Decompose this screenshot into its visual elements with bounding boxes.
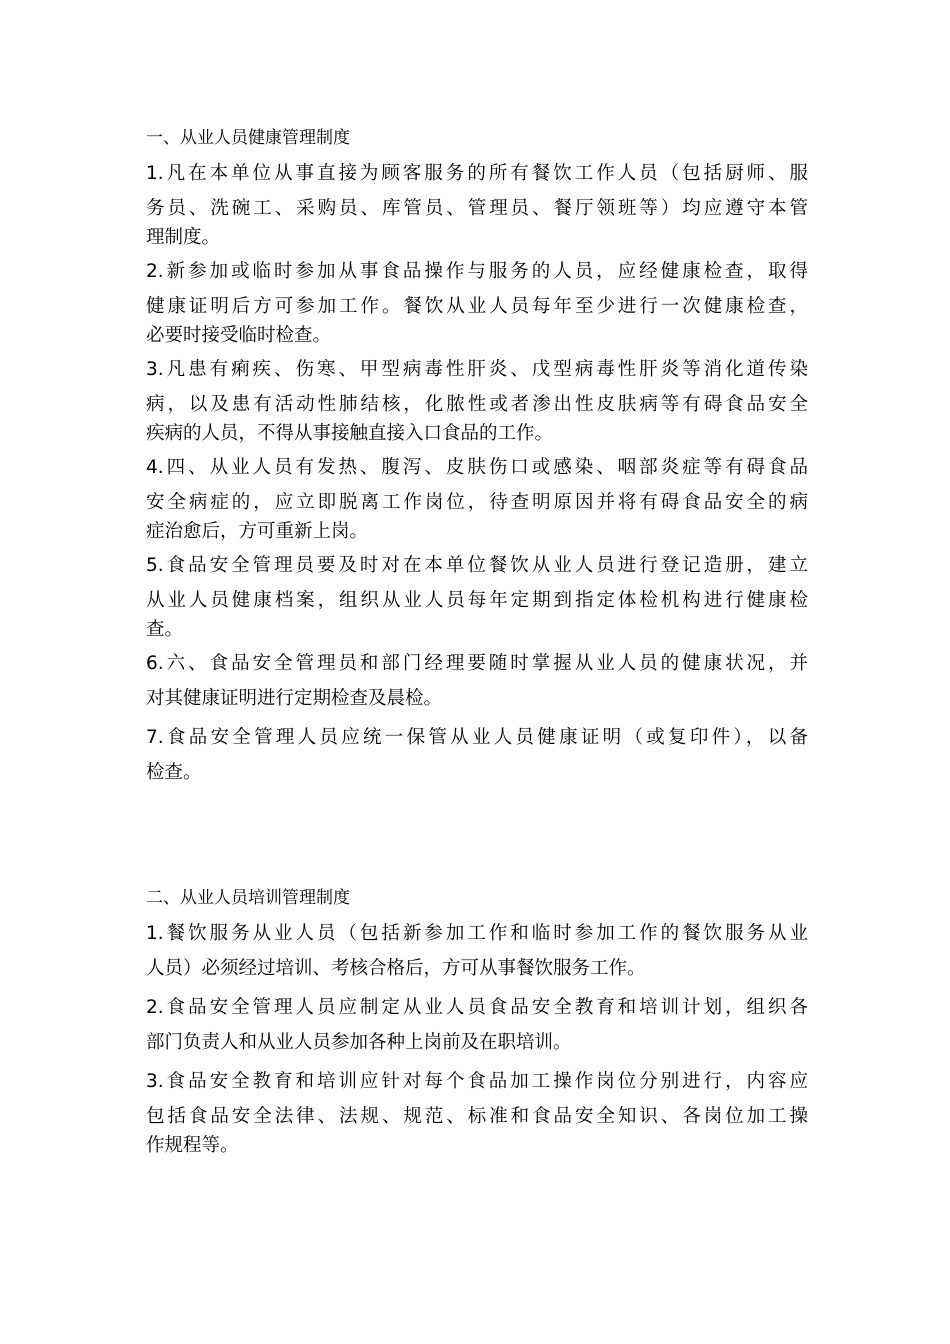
paragraph-line: 理制度。: [146, 227, 221, 248]
section-heading: 二、从业人员培训管理制度: [146, 888, 350, 908]
paragraph-line: 5.食品安全管理员要及时对在本单位餐饮从业人员进行登记造册，建立: [146, 555, 808, 576]
paragraph: [146, 646, 808, 716]
paragraph: [146, 1064, 808, 1158]
paragraph-line: 务员、洗碗工、采购员、库管员、管理员、餐厅领班等）均应遵守本管: [146, 198, 808, 219]
paragraph-line: 7.食品安全管理人员应统一保管从业人员健康证明（或复印件），以备: [146, 727, 808, 748]
paragraph-line: 作规程等。: [146, 1135, 239, 1156]
section-gap: [146, 794, 808, 882]
paragraph-line: 2.食品安全管理人员应制定从业人员食品安全教育和培训计划，组织各: [146, 997, 808, 1018]
paragraph: [146, 990, 808, 1060]
paragraph-line: 6.六、食品安全管理员和部门经理要随时掌握从业人员的健康状况，并: [146, 653, 808, 674]
paragraph: [146, 156, 808, 250]
paragraph-line: 包括食品安全法律、法规、规范、标准和食品安全知识、各岗位加工操: [146, 1106, 808, 1127]
paragraph-line: 对其健康证明进行定期检查及晨检。: [146, 688, 443, 709]
paragraph-line: 人员）必须经过培训、考核合格后，方可从事餐饮服务工作。: [146, 958, 646, 979]
paragraph-line: 从业人员健康档案，组织从业人员每年定期到指定体检机构进行健康检: [146, 590, 808, 611]
paragraph: [146, 720, 808, 790]
paragraph-line: 3.食品安全教育和培训应针对每个食品加工操作岗位分别进行，内容应: [146, 1071, 808, 1092]
paragraph: [146, 352, 808, 446]
paragraph: [146, 916, 808, 986]
paragraph-line: 1.凡在本单位从事直接为顾客服务的所有餐饮工作人员（包括厨师、服: [146, 163, 808, 184]
paragraph-line: 必要时接受临时检查。: [146, 325, 332, 346]
paragraph-line: 查。: [146, 619, 184, 640]
section-heading: 一、从业人员健康管理制度: [146, 128, 350, 148]
paragraph-line: 3.凡患有痢疾、伤寒、甲型病毒性肝炎、戊型病毒性肝炎等消化道传染: [146, 359, 808, 380]
paragraph: [146, 450, 808, 544]
paragraph-line: 健康证明后方可参加工作。餐饮从业人员每年至少进行一次健康检查，: [146, 296, 808, 317]
paragraph-line: 症治愈后，方可重新上岗。: [146, 521, 369, 542]
paragraph-line: 安全病症的，应立即脱离工作岗位，待查明原因并将有碍食品安全的病: [146, 492, 808, 513]
paragraph-line: 病，以及患有活动性肺结核，化脓性或者渗出性皮肤病等有碍食品安全: [146, 394, 808, 415]
paragraph-line: 2.新参加或临时参加从事食品操作与服务的人员，应经健康检查，取得: [146, 261, 808, 282]
section-training: [146, 882, 808, 1158]
paragraph: [146, 548, 808, 642]
section-health: [146, 122, 808, 790]
paragraph: [146, 254, 808, 348]
paragraph-line: 部门负责人和从业人员参加各种上岗前及在职培训。: [146, 1032, 572, 1053]
paragraph-line: 1.餐饮服务从业人员（包括新参加工作和临时参加工作的餐饮服务从业: [146, 923, 808, 944]
paragraph-line: 疾病的人员，不得从事接触直接入口食品的工作。: [146, 423, 554, 444]
paragraph-line: 检查。: [146, 762, 202, 783]
paragraph-line: 4.四、从业人员有发热、腹泻、皮肤伤口或感染、咽部炎症等有碍食品: [146, 457, 808, 478]
document-page: [146, 122, 808, 1162]
